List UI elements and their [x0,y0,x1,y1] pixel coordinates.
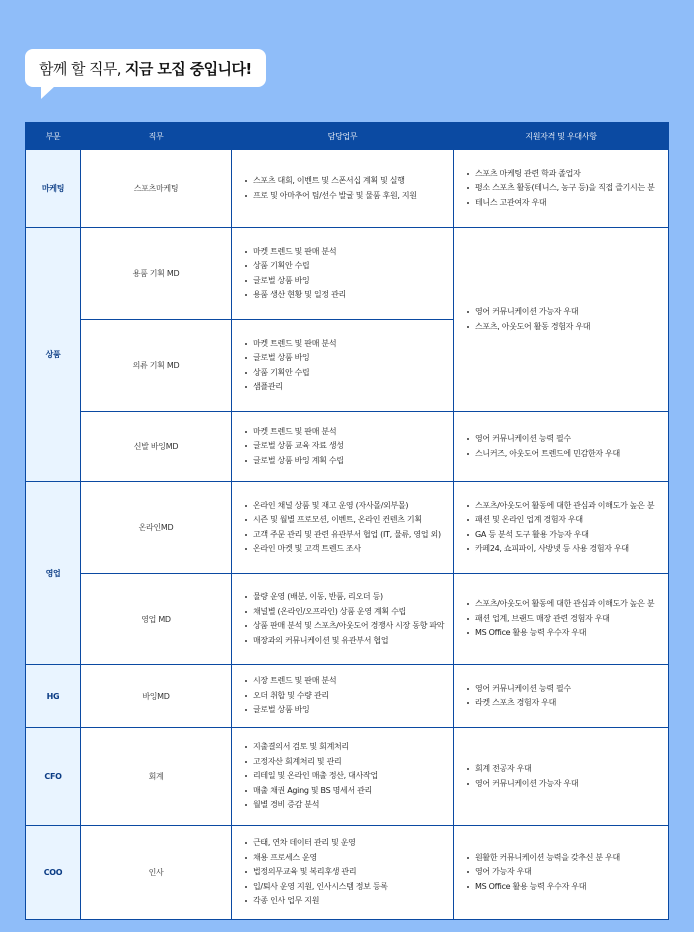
list-item: 스포츠/아웃도어 활동에 대한 관심과 이해도가 높은 분 [466,597,660,612]
list-item: MS Office 활용 능력 우수자 우대 [466,626,660,641]
table-row [26,228,669,320]
list-item: 매출 채권 Aging 및 BS 명세서 관리 [244,784,445,799]
list-item: 근태, 연차 데이터 관리 및 운영 [244,836,445,851]
column-header-dept: 부문 [26,123,81,150]
list-item: 패션 및 온라인 업계 경험자 우대 [466,513,660,528]
list-item: 지출결의서 검토 및 회계처리 [244,740,445,755]
table-row [26,728,669,826]
list-item: 샘플관리 [244,380,445,395]
dept-cell: HG [26,665,81,728]
table-row [26,665,669,728]
list-item: 영어 커뮤니케이션 능력 필수 [466,432,660,447]
table-row [26,412,669,482]
duties-cell [232,150,454,228]
list-item: 각종 인사 업무 지원 [244,894,445,909]
list-item: 영어 커뮤니케이션 가능자 우대 [466,777,660,792]
job-cell: 온라인MD [81,482,232,574]
speech-bubble-title [25,49,266,87]
list-item: 평소 스포츠 활동(테니스, 농구 등)을 직접 즐기시는 분 [466,181,660,196]
list-item: 채널별 (온라인/오프라인) 상품 운영 계획 수립 [244,605,445,620]
job-cell: 의류 기획 MD [81,320,232,412]
quals-cell [454,228,669,412]
list-item: 영어 커뮤니케이션 가능자 우대 [466,305,660,320]
list-item: 글로벌 상품 바잉 계획 수립 [244,454,445,469]
bubble-tail [41,86,55,99]
dept-cell: 영업 [26,482,81,665]
duties-cell [232,482,454,574]
list-item: 상품 판매 분석 및 스포츠/아웃도어 경쟁사 시장 동향 파악 [244,619,445,634]
quals-cell [454,826,669,920]
list-item: 채용 프로세스 운영 [244,851,445,866]
job-cell: 인사 [81,826,232,920]
job-cell: 영업 MD [81,574,232,665]
quals-cell [454,482,669,574]
duties-cell [232,728,454,826]
table-row [26,826,669,920]
dept-cell: 마케팅 [26,150,81,228]
list-item: 매장과의 커뮤니케이션 및 유관부서 협업 [244,634,445,649]
duties-cell [232,826,454,920]
list-item: 글로벌 상품 바잉 [244,351,445,366]
list-item: 온라인 채널 상품 및 재고 운영 (자사몰/외부몰) [244,499,445,514]
list-item: 시즌 및 월별 프로모션, 이벤트, 온라인 컨텐츠 기획 [244,513,445,528]
quals-cell [454,728,669,826]
list-item: 스니커즈, 아웃도어 트렌드에 민감한자 우대 [466,447,660,462]
list-item: 글로벌 상품 바잉 [244,274,445,289]
list-item: 물량 운영 (배분, 이동, 반품, 리오더 등) [244,590,445,605]
list-item: 회계 전공자 우대 [466,762,660,777]
list-item: 테니스 고관여자 우대 [466,196,660,211]
list-item: 글로벌 상품 바잉 [244,703,445,718]
list-item: 법정의무교육 및 복리후생 관리 [244,865,445,880]
list-item: 온라인 마켓 및 고객 트렌드 조사 [244,542,445,557]
column-header-duties: 담당업무 [232,123,454,150]
list-item: 상품 기획안 수립 [244,366,445,381]
list-item: 패션 업계, 브랜드 매장 관련 경험자 우대 [466,612,660,627]
table-row [26,482,669,574]
duties-cell [232,574,454,665]
table-row [26,574,669,665]
list-item: 리테일 및 온라인 매출 정산, 대사작업 [244,769,445,784]
list-item: GA 등 분석 도구 활용 가능자 우대 [466,528,660,543]
list-item: 고객 주문 관리 및 관련 유관부서 협업 (IT, 물류, 영업 외) [244,528,445,543]
list-item: 오더 취합 및 수량 관리 [244,689,445,704]
list-item: 상품 기획안 수립 [244,259,445,274]
quals-cell [454,412,669,482]
job-cell: 회계 [81,728,232,826]
list-item: 용품 생산 현황 및 일정 관리 [244,288,445,303]
column-header-qualifications: 지원자격 및 우대사항 [454,123,669,150]
list-item: 라켓 스포츠 경험자 우대 [466,696,660,711]
quals-cell [454,150,669,228]
job-cell: 용품 기획 MD [81,228,232,320]
list-item: 월별 경비 증감 분석 [244,798,445,813]
table-row [26,150,669,228]
column-header-job: 직무 [81,123,232,150]
list-item: 마켓 트렌드 및 판매 분석 [244,337,445,352]
duties-cell [232,412,454,482]
list-item: 스포츠 마케팅 관련 학과 졸업자 [466,167,660,182]
duties-cell [232,320,454,412]
quals-cell [454,574,669,665]
title-bold: 지금 모집 중입니다! [124,59,252,78]
dept-cell: 상품 [26,228,81,482]
job-cell: 바잉MD [81,665,232,728]
duties-cell [232,228,454,320]
job-cell: 스포츠마케팅 [81,150,232,228]
list-item: 프로 및 아마추어 팀/선수 발굴 및 물품 후원, 지원 [244,189,445,204]
dept-cell: CFO [26,728,81,826]
quals-cell [454,665,669,728]
list-item: 마켓 트렌드 및 판매 분석 [244,245,445,260]
list-item: 마켓 트렌드 및 판매 분석 [244,425,445,440]
list-item: 글로벌 상품 교육 자료 생성 [244,439,445,454]
list-item: MS Office 활용 능력 우수자 우대 [466,880,660,895]
list-item: 고정자산 회계처리 및 관리 [244,755,445,770]
title-normal: 함께 할 직무, [39,59,121,78]
list-item: 입/퇴사 운영 지원, 인사시스템 정보 등록 [244,880,445,895]
list-item: 스포츠 대회, 이벤트 및 스폰서십 계획 및 실행 [244,174,445,189]
list-item: 스포츠/아웃도어 활동에 대한 관심과 이해도가 높은 분 [466,499,660,514]
list-item: 영어 커뮤니케이션 능력 필수 [466,682,660,697]
list-item: 원활한 커뮤니케이션 능력을 갖추신 분 우대 [466,851,660,866]
job-openings-table [25,122,669,920]
list-item: 카페24, 쇼피파이, 사방넷 등 사용 경험자 우대 [466,542,660,557]
table-header-row [26,123,669,150]
list-item: 영어 가능자 우대 [466,865,660,880]
job-cell: 신발 바잉MD [81,412,232,482]
list-item: 시장 트렌드 및 판매 분석 [244,674,445,689]
duties-cell [232,665,454,728]
dept-cell: COO [26,826,81,920]
list-item: 스포츠, 아웃도어 활동 경험자 우대 [466,320,660,335]
